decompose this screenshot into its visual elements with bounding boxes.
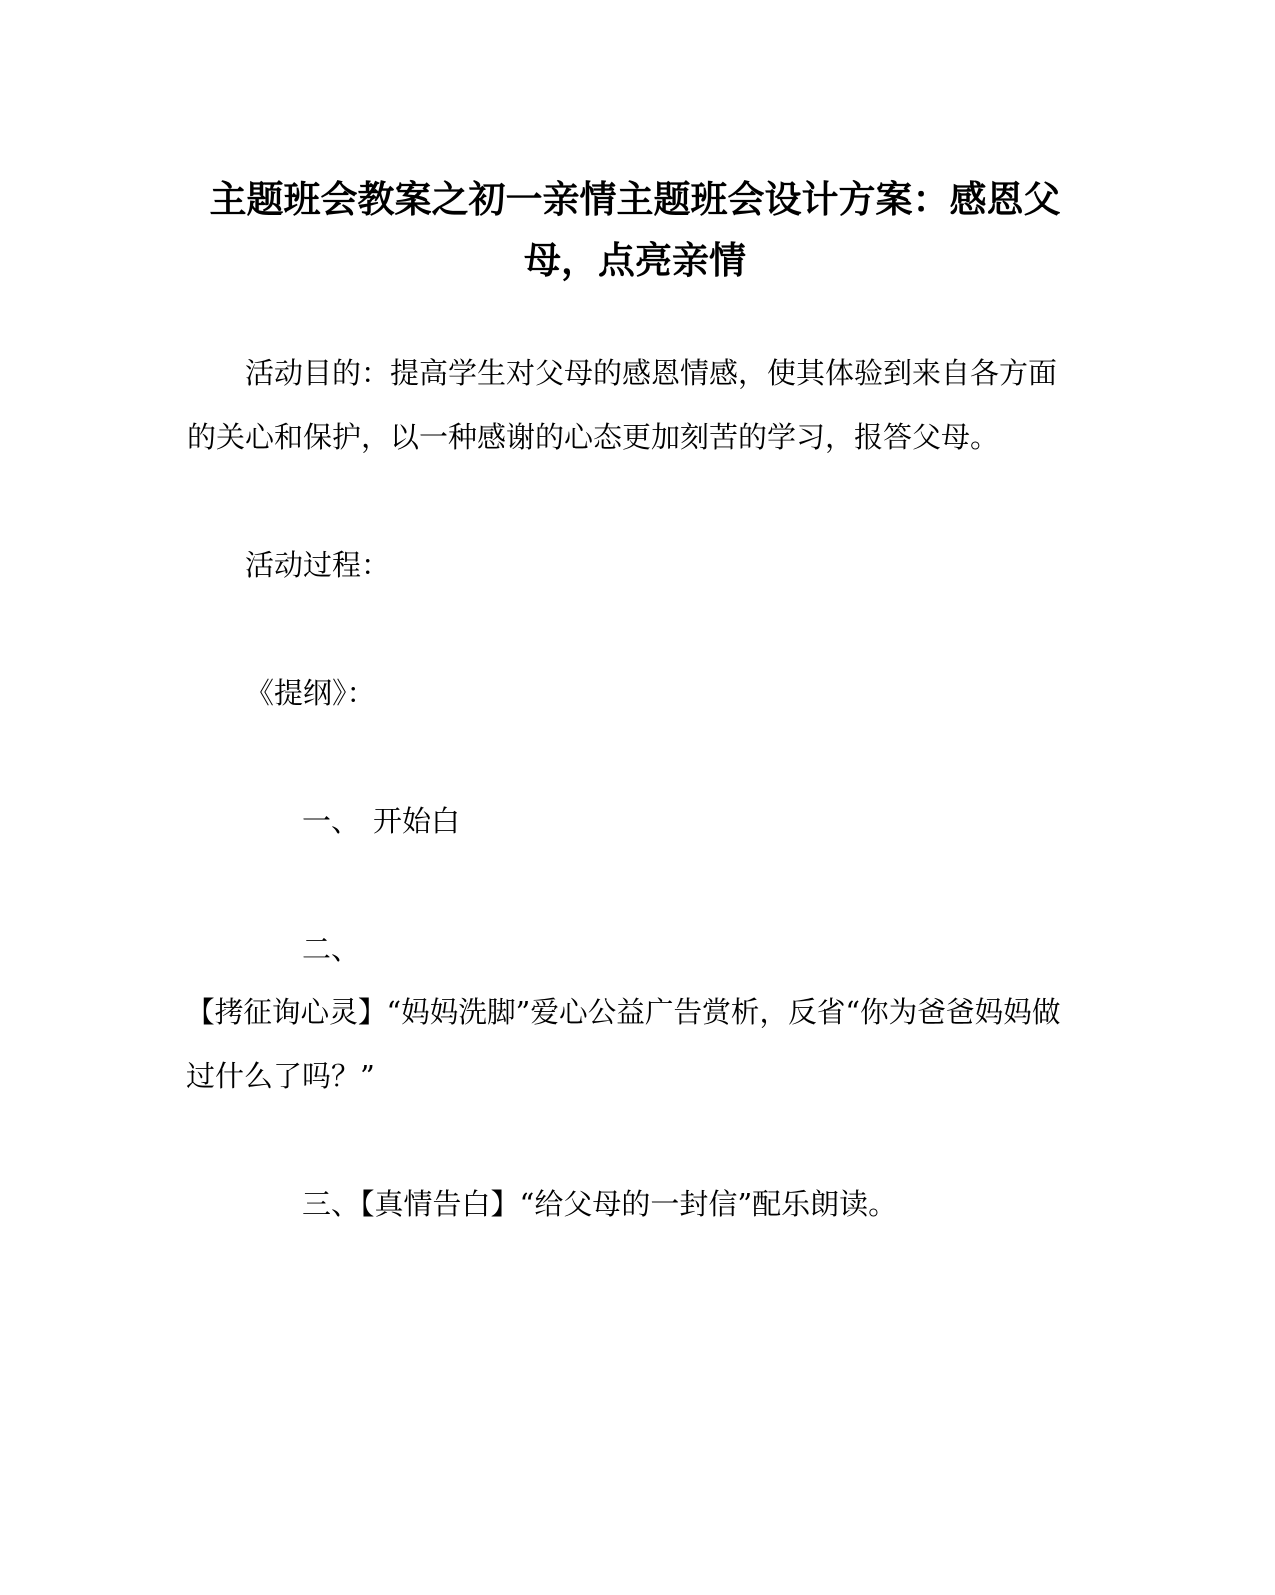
item-3: 三、【真情告白】“给父母的一封信”配乐朗读。 bbox=[302, 1187, 898, 1221]
process-label: 活动过程： bbox=[245, 548, 391, 582]
document-title-line-1: 主题班会教案之初一亲情主题班会设计方案：感恩父 bbox=[209, 177, 1061, 221]
item-1-text: 开始白 bbox=[373, 804, 461, 838]
item-2-line-1: 【拷征询心灵】“妈妈洗脚”爱心公益广告赏析，反省“你为爸爸妈妈做 bbox=[186, 995, 1061, 1029]
purpose-line-1: 活动目的：提高学生对父母的感恩情感，使其体验到来自各方面 bbox=[245, 356, 1058, 390]
document-title-line-2: 母，点亮亲情 bbox=[524, 238, 746, 282]
item-1-number: 一、 bbox=[302, 804, 361, 838]
purpose-line-2: 的关心和保护，以一种感谢的心态更加刻苦的学习，报答父母。 bbox=[187, 420, 1000, 454]
outline-label: 《提纲》： bbox=[245, 676, 376, 710]
item-2-number: 二、 bbox=[302, 932, 361, 966]
item-2-line-2: 过什么了吗？” bbox=[186, 1059, 375, 1093]
